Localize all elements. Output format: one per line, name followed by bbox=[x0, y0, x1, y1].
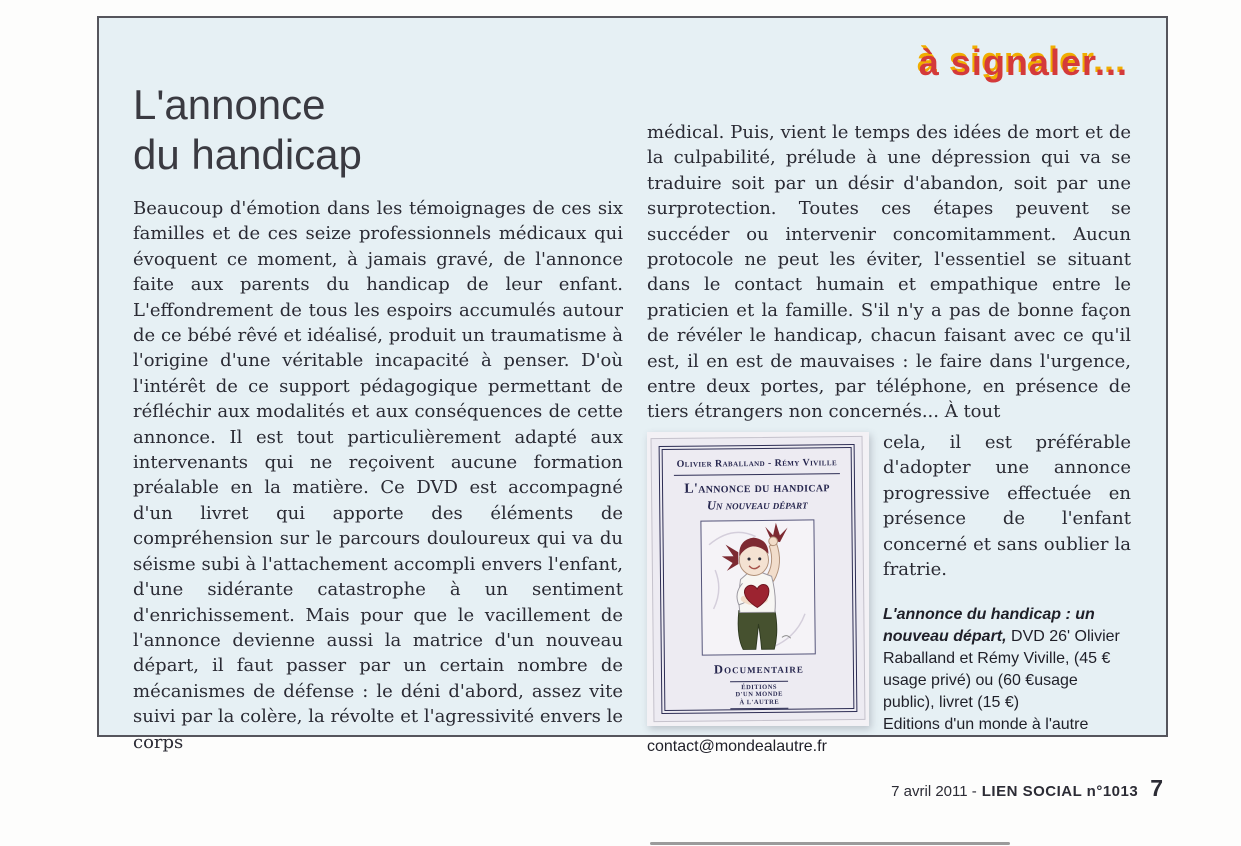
footer-magazine-title: LIEN SOCIAL n°1013 bbox=[981, 783, 1139, 800]
dvd-title: L'annonce du handicap bbox=[684, 480, 830, 497]
dvd-publisher-line1: ÉDITIONS bbox=[741, 683, 778, 691]
dvd-subtitle: Un nouveau départ bbox=[706, 497, 808, 513]
dvd-cover bbox=[651, 436, 866, 722]
article-text-wrapped: cela, il est préférable d'adopter une annonce progressive effectuée en présence de l'enfant concerné et sans oublier la fratrie. bbox=[883, 431, 1131, 580]
footer-date: 7 avril 2011 - bbox=[891, 783, 977, 800]
article-text-right-column: médical. Puis, vient le temps des idées de mort et de la culpabilité, prélude à une dépression qui va se traduire soit par un désir d'abandon, soit par une surprotection. Toutes ces étapes peuvent se succéder ou intervenir concomitamment. Aucun protocole ne peut les éviter, l'essentiel se situant dans le contact humain et empathique entre le praticien et la famille. S'il n'y a pas de bonne façon de révéler le handicap, chacun faisant avec ce qu'il est, il en est de mauvaises : le faire dans l'urgence, entre deux portes, par téléphone, en présence de tiers étrangers non concernés... À tout bbox=[647, 122, 1131, 423]
dvd-illustration bbox=[700, 519, 815, 655]
scan-artifact-line bbox=[650, 842, 1010, 845]
dvd-caption-details: DVD 26' Olivier Raballand et Rémy Viville, (45 € usage privé) ou (60 €usage public), livret (15 €) bbox=[883, 628, 1120, 712]
section-label: à signaler... bbox=[918, 42, 1128, 83]
article-right-column bbox=[647, 120, 1131, 758]
footer-page-number: 7 bbox=[1150, 775, 1163, 801]
article-title bbox=[133, 80, 362, 180]
dvd-caption-email: contact@mondealautre.fr bbox=[647, 738, 827, 756]
dvd-publisher-line2: D'UN MONDE bbox=[735, 690, 783, 699]
dvd-publisher-logo bbox=[730, 680, 788, 709]
divider bbox=[674, 473, 839, 476]
article-title-line2: du handicap bbox=[133, 131, 362, 178]
article-panel bbox=[97, 16, 1168, 756]
media-wrap-zone bbox=[647, 430, 1131, 758]
dvd-publisher-line3: À L'AUTRE bbox=[739, 698, 780, 706]
girl-with-heart-drawing bbox=[701, 520, 814, 655]
dvd-caption-publisher: Editions d'un monde à l'autre bbox=[883, 716, 1089, 734]
article-title-line1: L'annonce bbox=[133, 81, 326, 128]
dvd-cover-frame bbox=[659, 444, 858, 714]
dvd-authors: Olivier Raballand - Rémy Viville bbox=[676, 457, 838, 470]
dvd-cover-photo bbox=[647, 432, 869, 726]
dvd-caption-title: L'annonce du handicap : un nouveau départ, bbox=[883, 606, 1095, 646]
dvd-genre: Documentaire bbox=[713, 660, 804, 676]
article-text-left-column: Beaucoup d'émotion dans les témoignages de ces six familles et de ces seize professionnels médicaux qui évoquent ce moment, à jamais gravé, de l'annonce faite aux parents du handicap de leur enfant. L'effondrement de tous les espoirs accumulés autour de ce bébé rêvé et idéalisé, produit un traumatisme à l'origine d'une véritable incapacité à penser. D'où l'intérêt de ce support pédagogique permettant de réfléchir aux modalités et aux conséquences de cette annonce. Il est tout particulièrement adapté aux intervenants qui ne reçoivent aucune formation préalable en la matière. Ce DVD est accompagné d'un livret qui apporte des éléments de compréhension sur le parcours douloureux qui va du séisme subi à l'attachement accompli envers l'enfant, d'une sidérante catastrophe à un sentiment d'enrichissement. Mais pour que le vacillement de l'annonce devienne aussi la matrice d'un nouveau départ, il faut passer par un certain nombre de mécanismes de défense : le déni d'abord, assez vite suivi par la colère, la révolte et l'agressivité envers le corps bbox=[133, 198, 623, 753]
page-footer bbox=[891, 775, 1163, 802]
